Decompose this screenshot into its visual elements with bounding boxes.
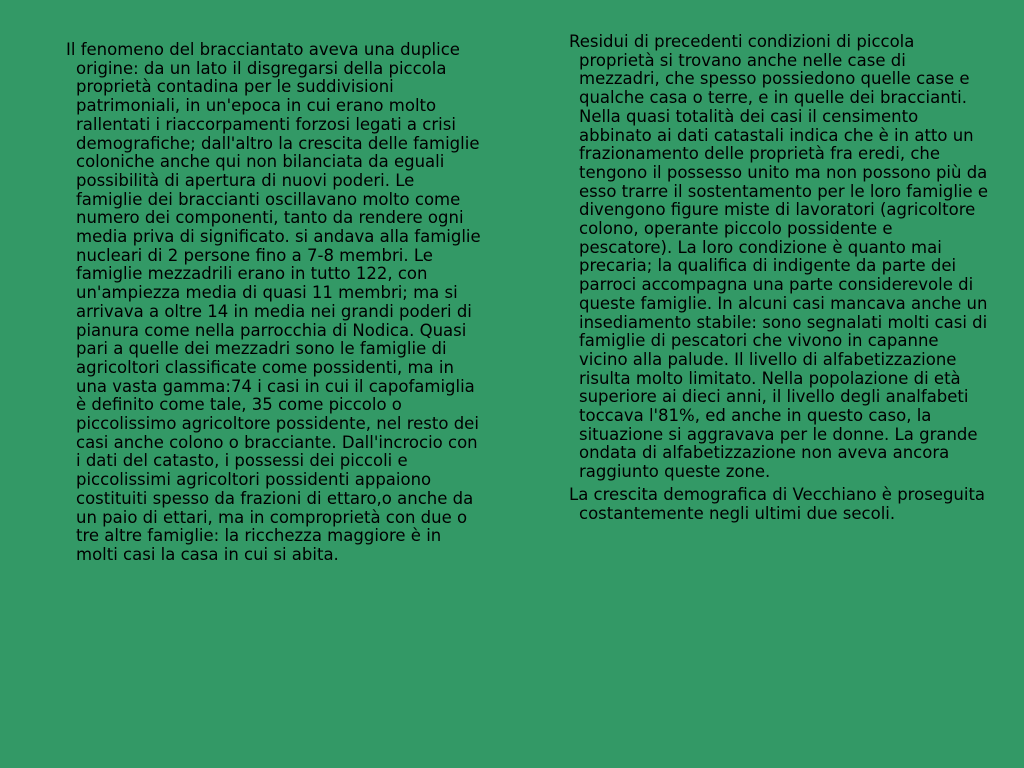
right-text-column	[569, 33, 989, 523]
paragraph-crescita-demografica: La crescita demografica di Vecchiano è proseguita costantemente negli ultimi due secoli.	[569, 484, 986, 523]
paragraph-residui-proprieta: Residui di precedenti condizioni di piccola proprietà si trovano anche nelle case di mezzadri, che spesso possiedono quelle case e qualche casa o terre, e in quelle dei braccianti. Nella quasi totalità dei casi il censimento abbinato ai dati catastali indica che è in atto un frazionamento delle proprietà fra eredi, che tengono il possesso unito ma non possono più da esso trarre il sostentamento per le loro famiglie e divengono figure miste di lavoratori (agricoltore colono, operante piccolo possidente e pescatore). La loro condizione è quanto mai precaria; la qualifica di indigente da parte dei parroci accompagna una parte considerevole di queste famiglie. In alcuni casi mancava anche un insediamento stabile: sono segnalati molti casi di famiglie di pescatori che vivono in capanne vicino alla palude. Il livello di alfabetizzazione risulta molto limitato. Nella popolazione di età superiore ai dieci anni, il livello degli analfabeti toccava l'81%, ed anche in questo caso, la situazione si aggravava per le donne. La grande ondata di alfabetizzazione non aveva ancora raggiunto queste zone.	[569, 32, 989, 482]
left-text-column	[66, 41, 484, 565]
paragraph-bracciantato: Il fenomeno del bracciantato aveva una duplice origine: da un lato il disgregarsi della piccola proprietà contadina per le suddivisioni patrimoniali, in un'epoca in cui erano molto rallentati i riaccorpamenti forzosi legati a crisi demografiche; dall'altro la crescita delle famiglie coloniche anche qui non bilanciata da eguali possibilità di apertura di nuovi poderi. Le famiglie dei braccianti oscillavano molto come numero dei componenti, tanto da rendere ogni media priva di significato. si andava alla famiglie nucleari di 2 persone fino a 7-8 membri. Le famiglie mezzadrili erano in tutto 122, con un'ampiezza media di quasi 11 membri; ma si arrivava a oltre 14 in media nei grandi poderi di pianura come nella parrocchia di Nodica. Quasi pari a quelle dei mezzadri sono le famiglie di agricoltori classificate come possidenti, ma in una vasta gamma:74 i casi in cui il capofamiglia è definito come tale, 35 come piccolo o piccolissimo agricoltore possidente, nel resto dei casi anche colono o bracciante. Dall'incrocio con i dati del catasto, i possessi dei piccoli e piccolissimi agricoltori possidenti appaiono costituiti spesso da frazioni di ettaro,o anche da un paio di ettari, ma in comproprietà con due o tre altre famiglie: la ricchezza maggiore è in molti casi la casa in cui si abita.	[66, 40, 481, 564]
